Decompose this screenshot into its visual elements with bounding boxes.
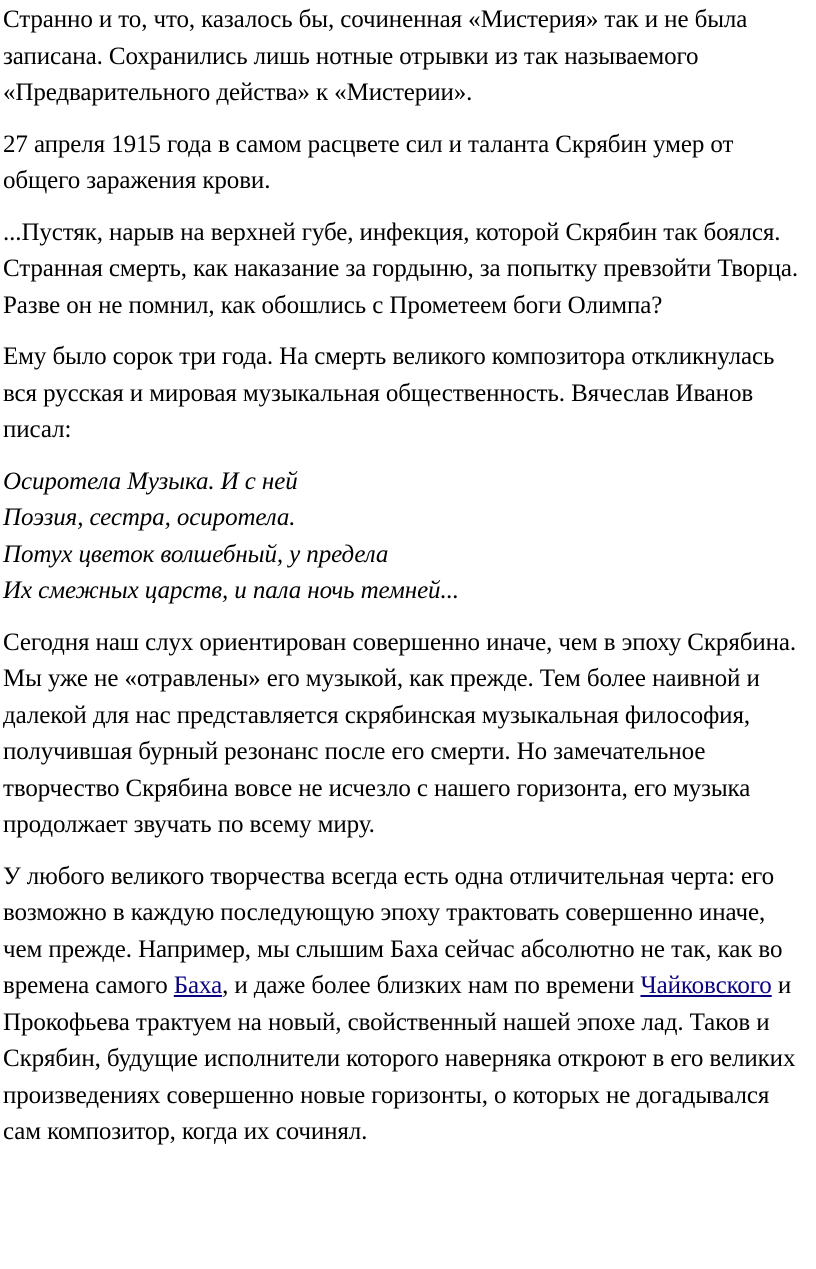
paragraph-reaction: Ему было сорок три года. На смерть великого композитора откликнулась вся русская и мировая музыкальная общественность. Вячеслав Иванов писал: xyxy=(3,343,775,443)
paragraph-text: У любого великого творчества всегда есть одна отличительная черта: его возможно в каждую последующую эпоху трактовать совершенно иначе, чем прежде. Например, мы слышим Баха сейчас абсолютно не так, как во времена самого xyxy=(3,862,783,999)
paragraph-death-date: 27 апреля 1915 года в самом расцвете сил и таланта Скрябин умер от общего заражения крови. xyxy=(3,130,734,194)
poem-line: Потух цветок волшебный, у предела xyxy=(3,540,389,568)
poem-block xyxy=(3,464,810,610)
poem-line: Поэзия, сестра, осиротела. xyxy=(3,504,296,531)
link-bach[interactable]: Баха xyxy=(173,972,223,999)
paragraph-today: Сегодня наш слух ориентирован совершенно иначе, чем в эпоху Скрябина. Мы уже не «отравлены» его музыкой, как прежде. Тем более наивной и далекой для нас представляется скрябинская музыкальная философия, получившая бурный резонанс после его смерти. Но замечательное творчество Скрябина вовсе не исчезло с нашего горизонта, его музыка продолжает звучать по всему миру. xyxy=(3,628,797,838)
paragraph-cause: ...Пустяк, нарыв на верхней губе, инфекция, которой Скрябин так боялся. Странная смерть, как наказание за гордыню, за попытку превзойти Творца. Разве он не помнил, как обошлись с Прометеем боги Олимпа? xyxy=(3,218,799,319)
paragraph-text: и Прокофьева трактуем на новый, свойственный нашей эпохе лад. Таков и Скрябин, будущие исполнители которого наверняка откроют в его великих произведениях совершенно новые горизонты, о которых не догадывался сам композитор, когда их сочинял. xyxy=(3,972,796,1145)
paragraph-mystery: Странно и то, что, казалось бы, сочиненная «Мистерия» так и не была записана. Сохранились лишь нотные отрывки из так называемого «Предварительного действа» к «Мистерии». xyxy=(3,6,748,106)
paragraph-interpretation xyxy=(3,859,810,1151)
link-tchaikovsky[interactable]: Чайковского xyxy=(640,972,772,999)
paragraph-text: , и даже более близких нам по времени xyxy=(222,972,641,999)
poem-line: Осиротела Музыка. И с ней xyxy=(3,467,298,495)
poem-line: Их смежных царств, и пала ночь темней... xyxy=(3,577,459,604)
